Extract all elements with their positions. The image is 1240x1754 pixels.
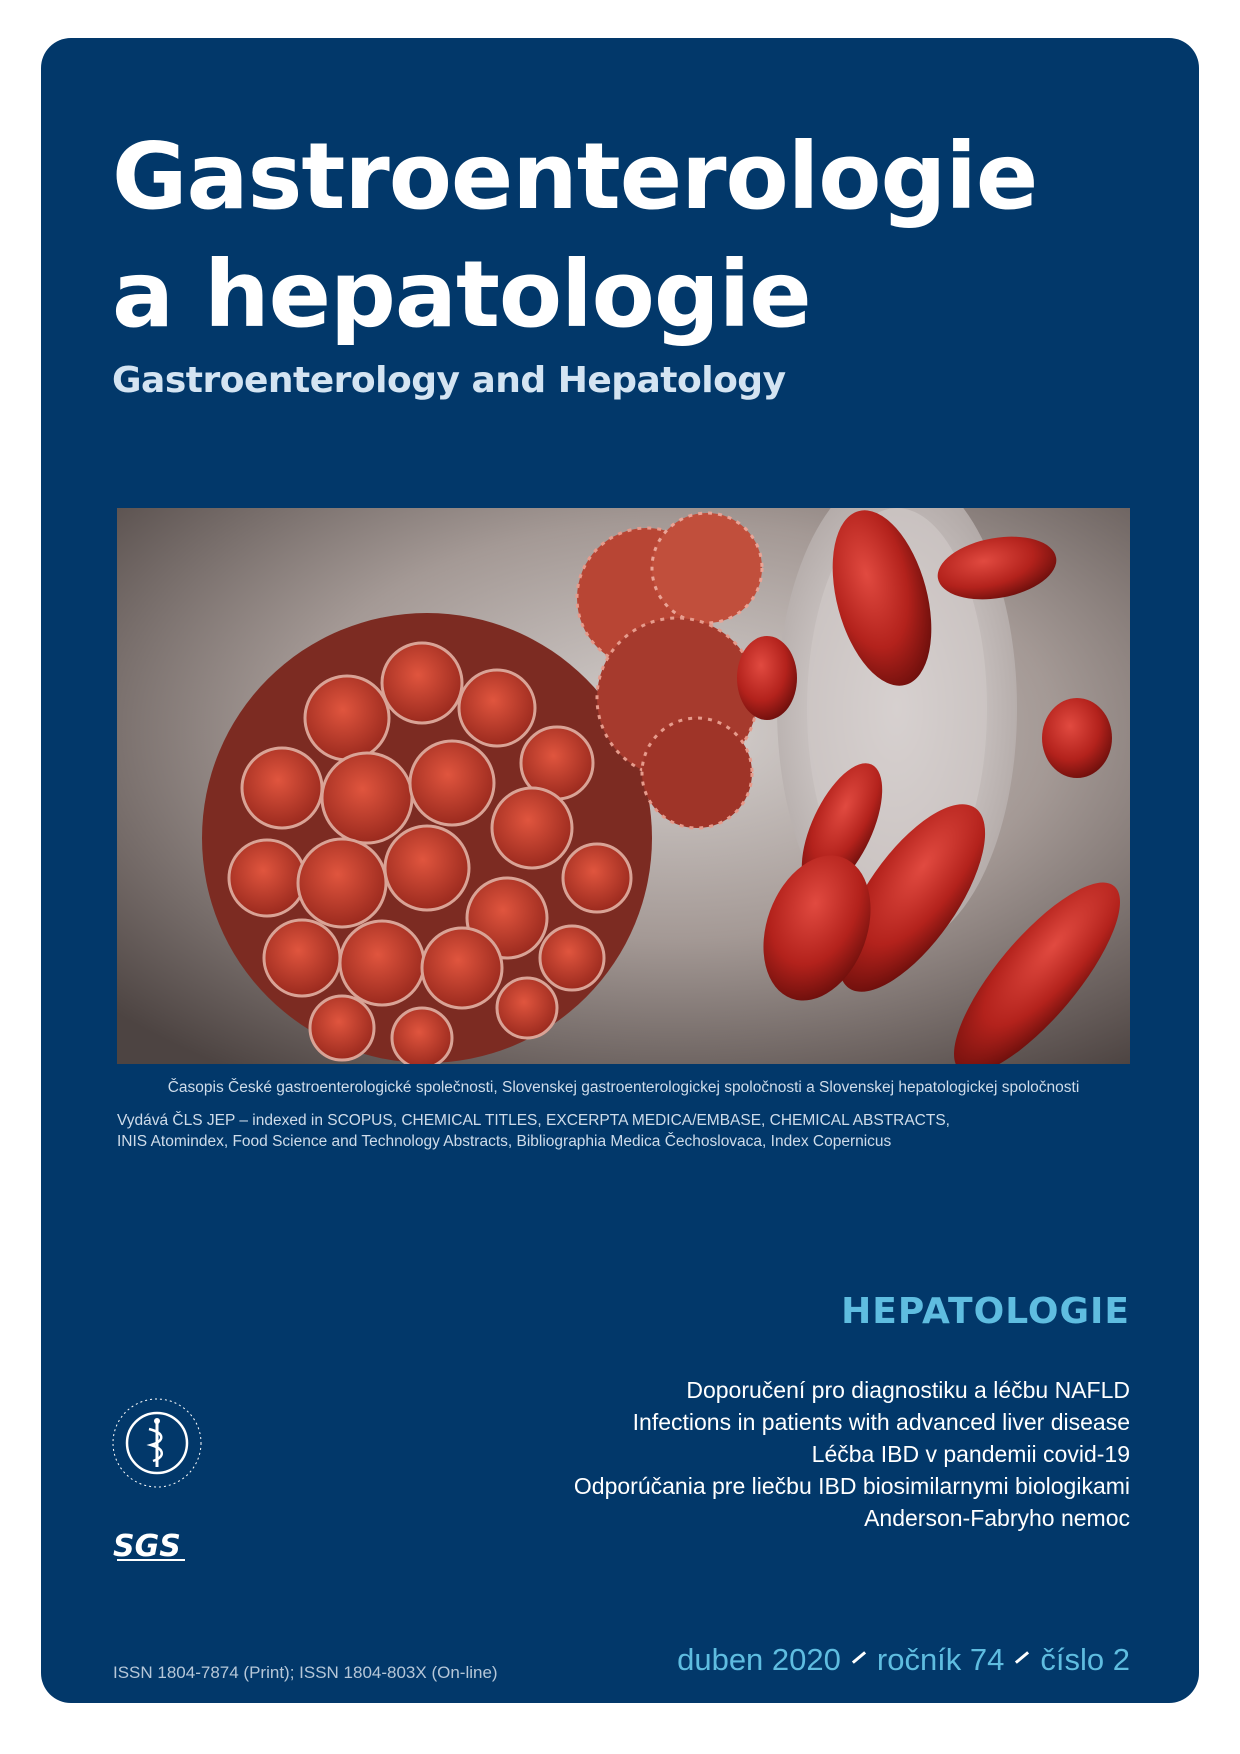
indexing-statement bbox=[117, 1110, 1130, 1152]
article-item: Odporúčania pre liečbu IBD biosimilarnymi biologikami bbox=[573, 1473, 1130, 1499]
article-list bbox=[574, 1374, 1130, 1534]
blood-cells-illustration bbox=[117, 508, 1130, 1064]
issn: ISSN 1804-7874 (Print); ISSN 1804-803X (On-line) bbox=[113, 1663, 498, 1682]
issue-month-year: duben 2020 bbox=[677, 1642, 841, 1677]
indexing-line1: Vydává ČLS JEP – indexed in SCOPUS, CHEMICAL TITLES, EXCERPTA MEDICA/EMBASE, CHEMICAL ABSTRACTS, bbox=[117, 1112, 950, 1129]
journal-title-line1: Gastroenterologie bbox=[112, 123, 1038, 230]
issue-volume: ročník 74 bbox=[876, 1642, 1005, 1677]
society-statement: Časopis České gastroenterologické společnosti, Slovenskej gastroenterologickej spoločnosti a Slovenskej hepatologickej spoločnosti bbox=[167, 1079, 1080, 1096]
article-item: Léčba IBD v pandemii covid-19 bbox=[811, 1441, 1130, 1467]
cover-illustration bbox=[117, 508, 1130, 1064]
journal-title-line2: a hepatologie bbox=[112, 241, 811, 348]
journal-title bbox=[112, 118, 1037, 354]
cls-jep-logo bbox=[109, 1395, 205, 1496]
caduceus-icon bbox=[109, 1395, 205, 1491]
journal-cover bbox=[41, 38, 1199, 1703]
sgs-logo bbox=[111, 1522, 191, 1571]
journal-subtitle: Gastroenterology and Hepatology bbox=[112, 360, 786, 401]
slash-separator-icon bbox=[1015, 1652, 1029, 1665]
article-item: Doporučení pro diagnostiku a léčbu NAFLD bbox=[686, 1377, 1130, 1403]
issue-number: číslo 2 bbox=[1040, 1642, 1130, 1677]
slash-separator-icon bbox=[852, 1652, 866, 1665]
article-item: Infections in patients with advanced liver disease bbox=[632, 1409, 1130, 1435]
section-heading: HEPATOLOGIE bbox=[841, 1291, 1130, 1332]
article-item: Anderson-Fabryho nemoc bbox=[864, 1505, 1130, 1531]
issue-info bbox=[677, 1642, 1130, 1678]
svg-text:SGS: SGS bbox=[113, 1529, 181, 1564]
sgs-logo-icon bbox=[111, 1522, 191, 1566]
indexing-line2: INIS Atomindex, Food Science and Technology Abstracts, Bibliographia Medica Čechoslovaca, Index Copernicus bbox=[117, 1133, 892, 1150]
